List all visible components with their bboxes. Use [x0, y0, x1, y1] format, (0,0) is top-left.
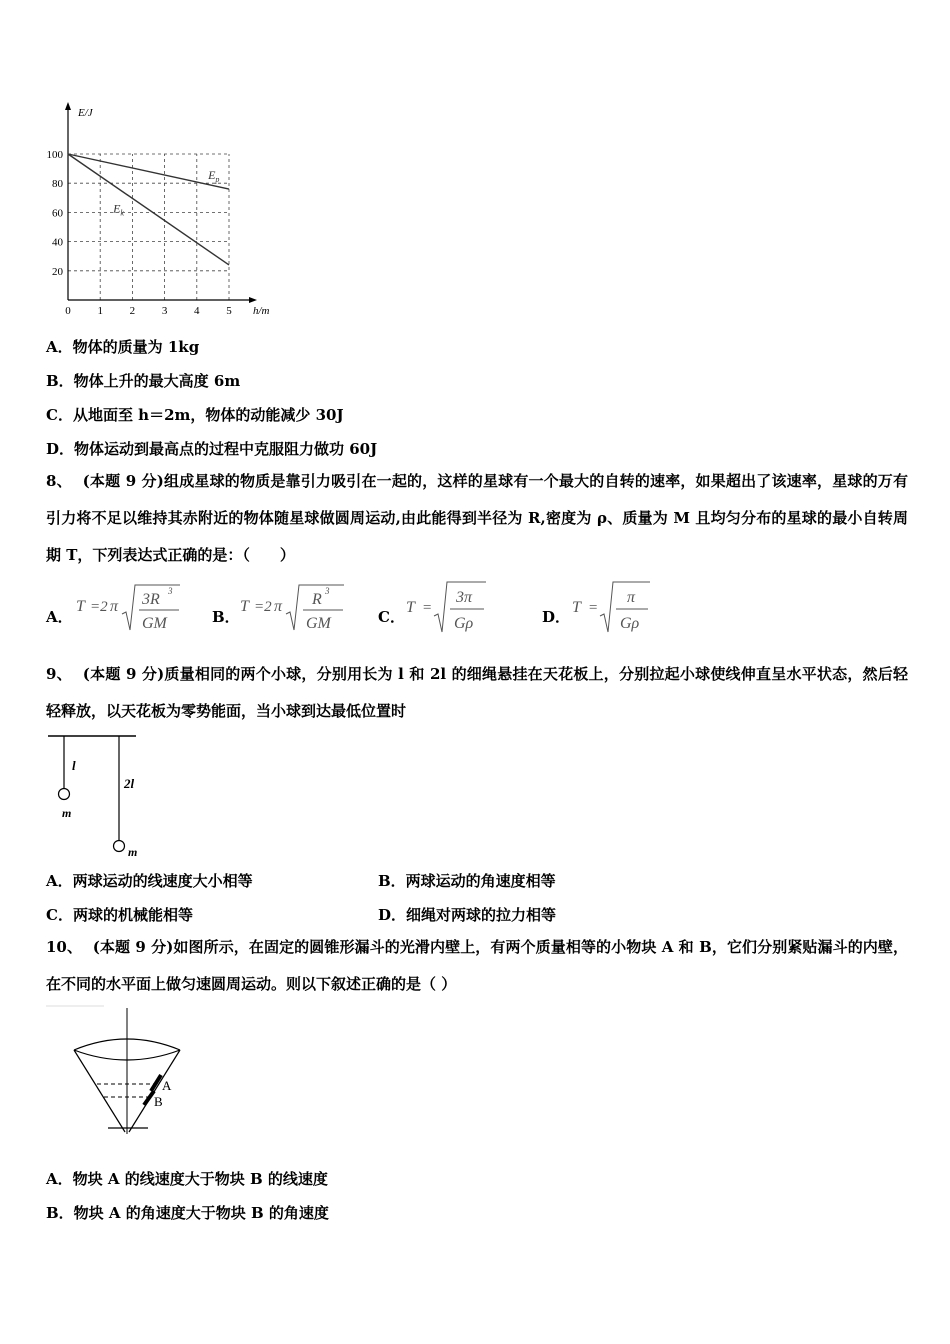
svg-text:GM: GM [142, 615, 167, 632]
x-tick-label: 0 [65, 305, 71, 315]
svg-text:3R: 3R [142, 591, 160, 608]
q8-option-a-formula [74, 580, 184, 635]
q8-option-c-formula [404, 578, 494, 635]
q7-option-b: B．物体上升的最大高度 6m [46, 372, 241, 390]
label-b: B [154, 1094, 163, 1109]
q9-option-d: D．细绳对两球的拉力相等 [378, 906, 557, 924]
label-l: l [72, 758, 76, 773]
svg-text:π: π [110, 598, 119, 615]
label-m-short: m [62, 806, 72, 820]
q7-option-c: C．从地面至 h＝2m，物体的动能减少 30J [46, 406, 344, 424]
x-tick-label: 5 [226, 305, 232, 315]
chart-series [68, 154, 229, 265]
chart-labels [47, 107, 270, 315]
q10-option-a: A．物块 A 的线速度大于物块 B 的线速度 [46, 1170, 328, 1188]
x-axis-label: h/m [253, 305, 270, 315]
svg-text:Gρ: Gρ [454, 615, 474, 632]
q8-option-c-label: C． [378, 608, 405, 626]
label-a: A [162, 1078, 172, 1093]
svg-text:T: T [76, 598, 85, 615]
q10-number: 10、 [46, 938, 83, 956]
y-axis-label: E/J [78, 107, 93, 119]
funnel-figure [44, 1004, 194, 1139]
svg-text:3π: 3π [456, 589, 473, 606]
svg-text:GM: GM [306, 615, 331, 632]
svg-text:3: 3 [168, 586, 173, 596]
series-line-e-p [68, 154, 229, 189]
y-tick-label: 20 [52, 265, 63, 278]
q9-text: (本题 9 分)质量相同的两个小球，分别用长为 l 和 2l 的细绳悬挂在天花板上，分别拉起小球使线伸直呈水平状态，然后轻轻释放，以天花板为零势能面，当小球到达最低位置时 [46, 665, 908, 720]
label-2l: 2l [124, 776, 135, 791]
q8-option-d-label: D． [542, 608, 571, 626]
q9-option-b: B．两球运动的角速度相等 [378, 872, 556, 890]
svg-text:R: R [312, 591, 322, 608]
q10-text: (本题 9 分)如图所示，在固定的圆锥形漏斗的光滑内壁上，有两个质量相等的小物块 A 和 B，它们分别紧贴漏斗的内壁，在不同的水平面上做匀速圆周运动。则以下叙述正确的是（ ） [46, 938, 908, 993]
svg-text:T: T [406, 599, 415, 616]
q8-text: (本题 9 分)组成星球的物质是靠引力吸引在一起的，这样的星球有一个最大的自转的速率，如果超出了该速率，星球的万有引力将不足以维持其赤附近的物体随星球做圆周运动,由此能得到半径为 R,密度为 ρ、质量为 M 且均匀分布的星球的最小自转周期 T，下列表达式正确的是：（ ） [46, 472, 908, 564]
svg-text:=: = [422, 600, 433, 616]
x-tick-label: 2 [129, 305, 136, 315]
q8-stem [46, 463, 908, 574]
chart-axes [65, 102, 257, 303]
q8-option-d-formula [570, 578, 660, 635]
svg-text:T: T [240, 598, 249, 615]
pendulum-figure [44, 732, 144, 862]
svg-text:=: = [588, 600, 599, 616]
y-tick-label: 80 [52, 178, 63, 191]
q9-number: 9、 [46, 665, 72, 683]
series-line-e-k [68, 154, 229, 265]
long-ball [114, 841, 125, 852]
q9-stem [46, 656, 908, 730]
svg-text:π: π [274, 598, 283, 615]
svg-text:Gρ: Gρ [620, 615, 640, 632]
q9-option-c: C．两球的机械能相等 [46, 906, 193, 924]
x-axis-arrow [249, 297, 257, 303]
svg-text:=2: =2 [254, 599, 272, 615]
q8-option-b-label: B． [212, 608, 240, 626]
energy-height-chart [36, 100, 296, 315]
svg-text:=2: =2 [90, 599, 108, 615]
x-tick-label: 4 [194, 305, 200, 315]
series-label-e-k: $E_k$ [113, 201, 124, 218]
q7-option-d: D．物体运动到最高点的过程中克服阻力做功 60J [46, 440, 378, 458]
y-axis-arrow [65, 102, 71, 110]
series-label-e-p: $E_p$ [208, 167, 220, 184]
q9-option-a: A．两球运动的线速度大小相等 [46, 872, 253, 890]
q8-option-b-formula [238, 580, 348, 635]
y-tick-label: 40 [52, 236, 63, 249]
x-tick-label: 1 [97, 305, 103, 315]
svg-text:3: 3 [325, 586, 330, 596]
q7-option-a: A．物体的质量为 1kg [46, 338, 200, 356]
q10-option-b: B．物块 A 的角速度大于物块 B 的角速度 [46, 1204, 329, 1222]
label-m-long: m [128, 845, 138, 859]
block-b [144, 1091, 154, 1105]
y-tick-label: 100 [46, 149, 63, 161]
q8-option-a-label: A． [46, 608, 73, 626]
q8-number: 8、 [46, 472, 72, 490]
chart-grid [68, 154, 229, 300]
x-tick-label: 3 [161, 305, 168, 315]
q10-stem [46, 929, 908, 1003]
svg-text:T: T [572, 599, 581, 616]
y-tick-label: 60 [52, 207, 63, 220]
short-ball [59, 789, 70, 800]
svg-text:π: π [627, 589, 636, 606]
